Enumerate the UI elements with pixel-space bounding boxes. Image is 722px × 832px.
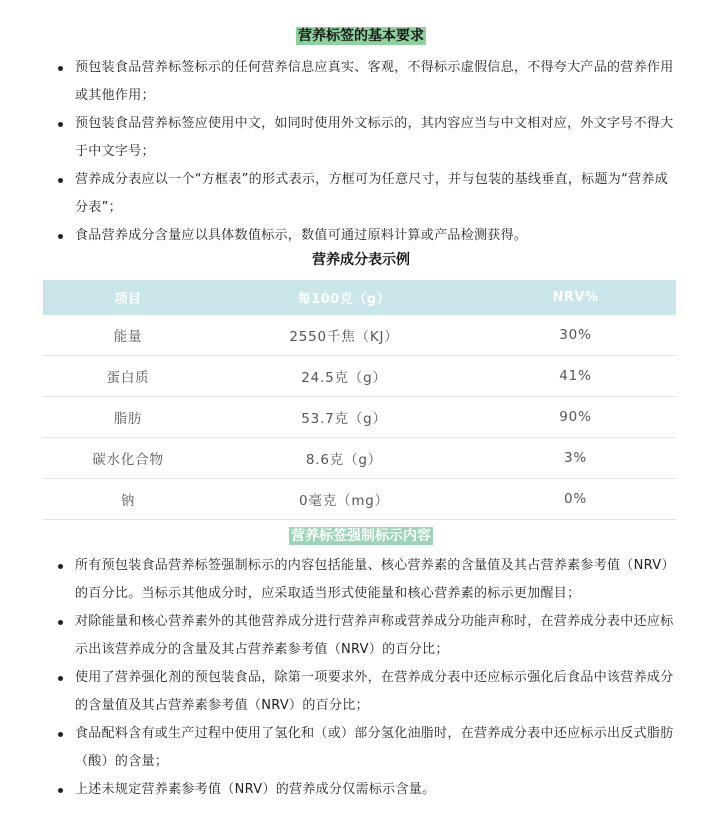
- table-row: [43, 479, 676, 520]
- table-cell: 脂肪: [43, 397, 213, 438]
- bullet-dot-icon: [58, 178, 63, 183]
- list-item: 对除能量和核心营养素外的其他营养成分进行营养声称或营养成分功能声称时，在营养成分表中还应标示出该营养成分的含量及其占营养素参考值（NRV）的百分比；: [0, 608, 722, 664]
- section-title-text: 营养标签强制标示内容: [291, 528, 431, 544]
- column-header-per-100g: 每100克（g）: [213, 280, 475, 315]
- table-cell: 0毫克（mg）: [213, 479, 475, 520]
- table-cell: 0%: [475, 479, 676, 520]
- table-caption: 营养成分表示例: [312, 252, 410, 268]
- table-cell: 30%: [475, 315, 676, 356]
- section-title-text: 营养标签的基本要求: [298, 28, 424, 44]
- list-item: 预包装食品营养标签标示的任何营养信息应真实、客观，不得标示虚假信息，不得夸大产品的营养作用或其他作用；: [0, 54, 722, 110]
- bullet-dot-icon: [58, 564, 63, 569]
- table-row: [43, 356, 676, 397]
- list-item: 使用了营养强化剂的预包装食品，除第一项要求外，在营养成分表中还应标示强化后食品中该营养成分的含量值及其占营养素参考值（NRV）的百分比；: [0, 664, 722, 720]
- table-cell: 2550千焦（KJ）: [213, 315, 475, 356]
- bullet-dot-icon: [58, 788, 63, 793]
- bullet-dot-icon: [58, 122, 63, 127]
- bullet-dot-icon: [58, 620, 63, 625]
- table-header-row: [43, 280, 676, 315]
- nutrition-table: [43, 280, 676, 520]
- list-item: 预包装食品营养标签应使用中文，如同时使用外文标示的，其内容应当与中文相对应，外文字号不得大于中文字号；: [0, 110, 722, 166]
- bullet-dot-icon: [58, 732, 63, 737]
- column-header-item: 项目: [43, 280, 213, 315]
- table-cell: 能量: [43, 315, 213, 356]
- table-cell: 钠: [43, 479, 213, 520]
- section-title-mandatory-content: [0, 526, 722, 546]
- section-title-basic-requirements: [0, 26, 722, 46]
- list-item: 食品营养成分含量应以具体数值标示，数值可通过原料计算或产品检测获得。: [0, 222, 722, 250]
- basic-requirements-list: [0, 54, 722, 250]
- table-cell: 8.6克（g）: [213, 438, 475, 479]
- list-item: 营养成分表应以一个“方框表”的形式表示，方框可为任意尺寸，并与包装的基线垂直，标题为“营养成分表”；: [0, 166, 722, 222]
- bullet-dot-icon: [58, 66, 63, 71]
- table-cell: 41%: [475, 356, 676, 397]
- table-cell: 53.7克（g）: [213, 397, 475, 438]
- mandatory-content-list: [0, 552, 722, 804]
- table-row: [43, 315, 676, 356]
- table-cell: 蛋白质: [43, 356, 213, 397]
- list-item: 食品配料含有或生产过程中使用了氢化和（或）部分氢化油脂时，在营养成分表中还应标示出反式脂肪（酸）的含量；: [0, 720, 722, 776]
- bullet-dot-icon: [58, 234, 63, 239]
- list-item: 所有预包装食品营养标签强制标示的内容包括能量、核心营养素的含量值及其占营养素参考值（NRV）的百分比。当标示其他成分时，应采取适当形式使能量和核心营养素的标示更加醒目；: [0, 552, 722, 608]
- list-item: 上述未规定营养素参考值（NRV）的营养成分仅需标示含量。: [0, 776, 722, 804]
- table-cell: 90%: [475, 397, 676, 438]
- column-header-nrv: NRV%: [475, 280, 676, 315]
- table-cell: 碳水化合物: [43, 438, 213, 479]
- table-row: [43, 438, 676, 479]
- bullet-dot-icon: [58, 676, 63, 681]
- table-cell: 3%: [475, 438, 676, 479]
- table-row: [43, 397, 676, 438]
- table-cell: 24.5克（g）: [213, 356, 475, 397]
